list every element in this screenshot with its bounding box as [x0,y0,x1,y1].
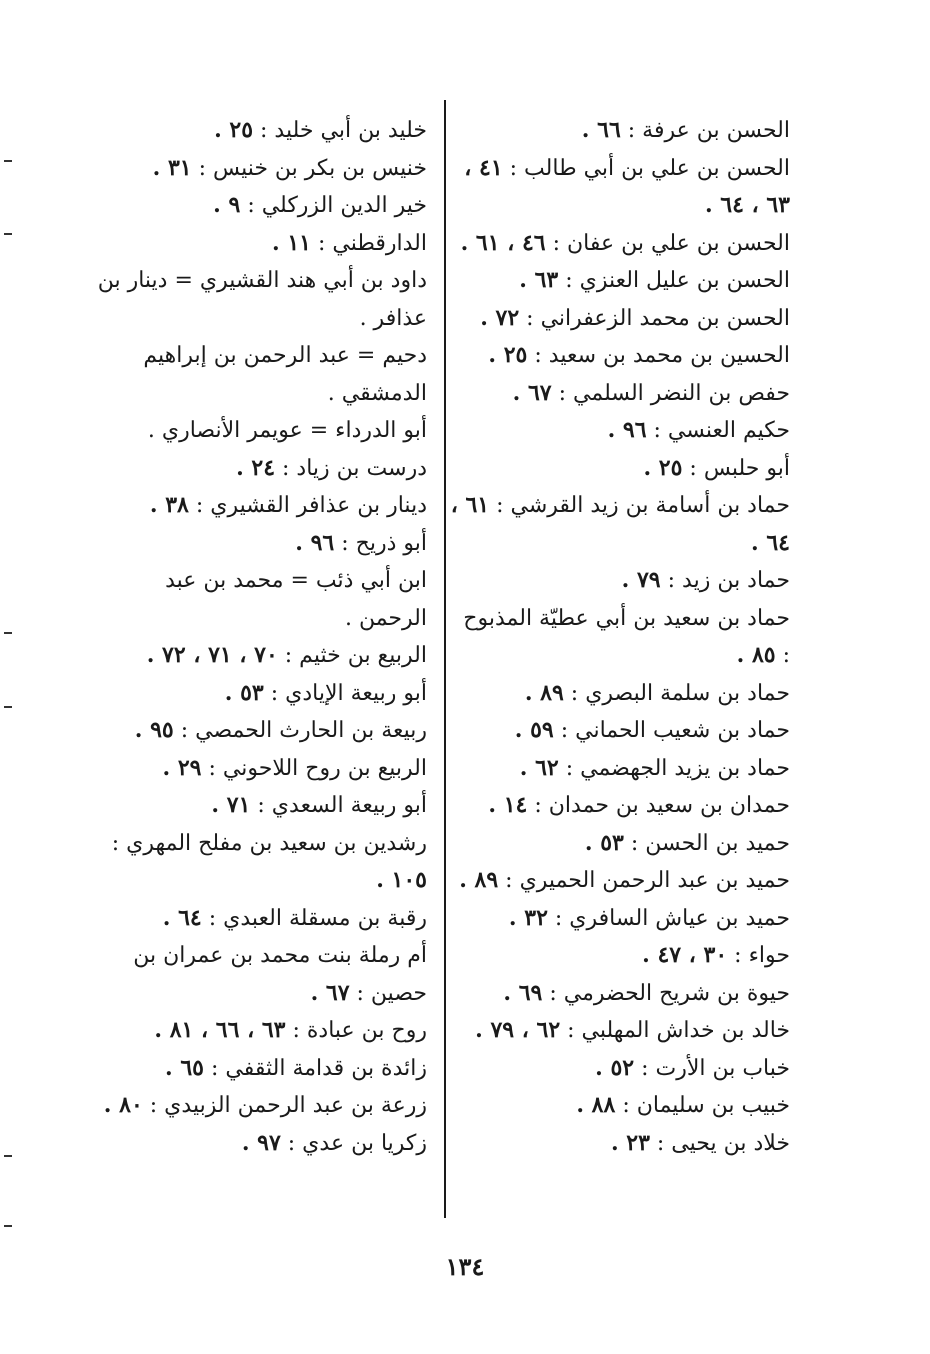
index-entry: أم رملة بنت محمد بن عمران بن حصين : ٦٧ . [133,943,427,1006]
index-entry: الحسن بن عليل العنزي : ٦٣ . [519,267,790,293]
index-entry: خلاد بن يحيى : ٢٣ . [610,1129,790,1156]
index-entry: حمدان بن سعيد بن حمدان : ١٤ . [488,792,790,818]
index-entry: حماد بن يزيد الجهضمي : ٦٢ . [519,754,790,781]
index-entry: الحسن بن علي بن أبي طالب : ٤١ ، ٦٣ ، ٦٤ . [464,154,790,218]
column-divider [444,100,446,1218]
index-entry: حميد بن عياش السافري : ٣٢ . [508,904,790,931]
index-entry: زرعة بن عبد الرحمن الزبيدي : ٨٠ . [103,1092,427,1118]
index-entry: أبو ربيعة السعدي : ٧١ . [211,792,427,818]
index-entry: أبو حلبس : ٢٥ . [643,454,790,481]
index-entry: خالد بن خداش المهلبي : ٦٢ ، ٧٩ . [475,1017,790,1043]
index-entry: داود بن أبي هند القشيري = دينار بن عذافر . [97,268,427,331]
index-entry: حفص بن النضر السلمي : ٦٧ . [512,379,790,406]
scan-margin-mark [4,160,12,162]
index-entry: حماد بن سعيد بن أبي عطيّة المذبوح : ٨٥ . [463,605,790,668]
index-entry: رشدين بن سعيد بن مفلح المهري : ١٠٥ . [111,830,427,893]
index-entry: حميد بن عبد الرحمن الحميري : ٨٩ . [459,867,790,893]
index-entry: دينار بن عذافر القشيري : ٣٨ . [149,492,427,518]
scan-margin-mark [4,233,12,235]
index-entry: حماد بن سلمة البصري : ٨٩ . [524,679,790,706]
index-entry: حماد بن شعيب الحماني : ٥٩ . [514,717,790,743]
index-column-left [97,112,427,1162]
scan-margin-mark [4,1155,12,1157]
index-entry: الحسن بن علي بن عفان : ٤٦ ، ٦١ . [460,229,790,256]
index-entry: الحسين بن محمد بن سعيد : ٢٥ . [488,342,790,368]
index-entry: أبو ذريح : ٩٦ . [295,529,427,556]
scan-margin-mark [4,1225,12,1227]
index-entry: ابن أبي ذئب = محمد بن عبد الرحمن . [165,568,427,631]
index-entry: حيوة بن شريح الحضرمي : ٦٩ . [503,979,790,1006]
index-entry: خنيس بن بكر بن خنيس : ٣١ . [152,154,427,181]
index-entry: خبيب بن سليمان : ٨٨ . [576,1092,790,1118]
index-entry: الحسن بن محمد الزعفراني : ٧٢ . [480,304,790,331]
scan-margin-mark [4,632,12,634]
index-entry: الحسن بن عرفة : ٦٦ . [581,117,790,143]
index-entry: حواء : ٣٠ ، ٤٧ . [642,942,790,968]
index-entry: روح بن عبادة : ٦٣ ، ٦٦ ، ٨١ . [154,1017,427,1043]
index-entry: زائدة بن قدامة الثقفي : ٦٥ . [165,1054,427,1081]
index-entry: دحيم = عبد الرحمن بن إبراهيم الدمشقي . [143,343,427,406]
index-column-right [450,112,790,1162]
index-entry: أبو الدرداء = عويمر الأنصاري . [147,418,427,443]
index-entry: زكريا بن عدي : ٩٧ . [241,1129,427,1156]
index-entry: حميد بن الحسن : ٥٣ . [584,829,790,856]
index-entry: خير الدين الزركلي : ٩ . [213,192,427,218]
index-entry: خباب بن الأرت : ٥٢ . [595,1054,790,1081]
index-entry: رقبة بن مسقلة العبدي : ٦٤ . [162,904,427,931]
index-entry: خليد بن أبي خليد : ٢٥ . [214,117,427,143]
page-number: ١٣٤ [445,1252,485,1281]
scan-margin-mark [4,706,12,708]
index-entry: الدارقطني : ١١ . [271,229,427,256]
index-entry: الربيع بن خثيم : ٧٠ ، ٧١ ، ٧٢ . [146,642,427,668]
index-entry: حماد بن زيد : ٧٩ . [621,567,790,593]
index-entry: الربيع بن روح اللاحوني : ٢٩ . [162,754,427,781]
index-entry: ربيعة بن الحارث الحمصي : ٩٥ . [134,717,427,743]
index-entry: درست بن زياد : ٢٤ . [236,454,427,481]
index-entry: حماد بن أسامة بن زيد القرشي : ٦١ ، ٦٤ . [450,492,790,556]
index-entry: حكيم العنسي : ٩٦ . [607,417,790,443]
index-entry: أبو ربيعة الإيادي : ٥٣ . [224,679,427,706]
